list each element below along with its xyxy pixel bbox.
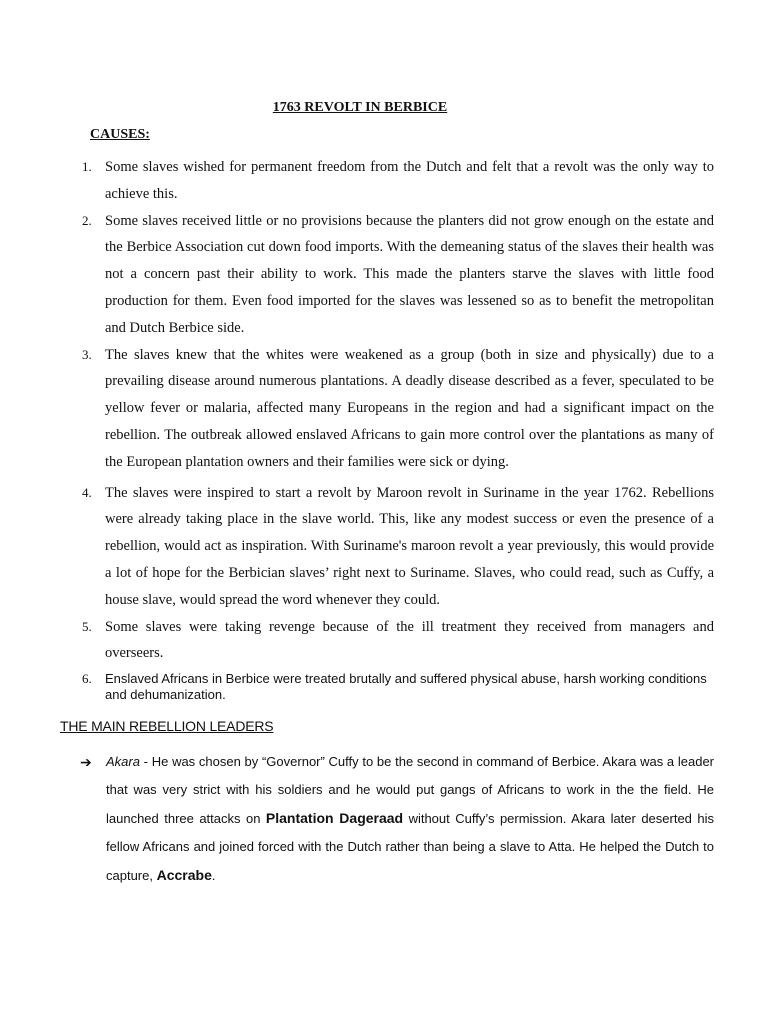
- list-number: 1.: [82, 159, 92, 174]
- leaders-list: [80, 748, 714, 890]
- cause-item-2: [78, 208, 714, 342]
- leader-item-akara: [80, 748, 714, 890]
- cause-item-5: [78, 614, 714, 668]
- cause-item-4: [78, 480, 714, 614]
- list-number: 5.: [82, 618, 92, 634]
- leader-text: .: [211, 868, 216, 883]
- cause-item-3: [78, 342, 714, 476]
- cause-text: The slaves knew that the whites were weakened as a group (both in size and physically) due to a prevailing disease around numerous plantations. A deadly disease described as a fever, speculated to be yellow fever or malaria, affected many Europeans in the region and had a significant impact on the rebellion. The outbreak allowed enslaved Africans to gain more control over the plantations as many of the European plantation owners and their families were sick or dying.: [105, 346, 714, 470]
- list-number: 4.: [82, 484, 92, 500]
- arrow-bullet-icon: ➔: [80, 754, 92, 770]
- cause-item-6: [78, 671, 714, 703]
- list-number: 3.: [82, 346, 92, 362]
- leader-name: Akara: [106, 754, 140, 769]
- leader-emphasis: Accrabe: [156, 867, 212, 883]
- cause-text: Some slaves were taking revenge because of the ill treatment they received from managers and overseers.: [105, 618, 714, 662]
- leaders-heading: THE MAIN REBELLION LEADERS: [60, 718, 274, 734]
- cause-text: Some slaves wished for permanent freedom from the Dutch and felt that a revolt was the only way to achieve this.: [105, 159, 714, 202]
- leader-emphasis: Plantation Dageraad: [265, 810, 404, 826]
- cause-text: Enslaved Africans in Berbice were treated brutally and suffered physical abuse, harsh working conditions and dehumanization.: [105, 671, 707, 703]
- cause-item-1: [78, 154, 714, 208]
- document-title: 1763 REVOLT IN BERBICE: [272, 100, 448, 115]
- list-number: 6.: [82, 671, 92, 687]
- causes-heading: CAUSES:: [90, 127, 150, 142]
- leader-text: without Cuffy’s permission. Akara later deserted his fellow Africans and joined forced with the Dutch rather than being a slave to Atta. He helped the Dutch to capture,: [106, 811, 714, 883]
- causes-list: [78, 154, 714, 703]
- list-number: 2.: [82, 212, 92, 228]
- leader-text: - He was chosen by “Governor” Cuffy to be the second in command of Berbice. Akara was a leader that was very strict with his soldiers and he would put gangs of Africans to work in the the field. He launched three attacks on: [106, 754, 714, 826]
- cause-text: Some slaves received little or no provisions because the planters did not grow enough on the estate and the Berbice Association cut down food imports. With the demeaning status of the slaves their health was not a concern past their ability to work. This made the planters starve the slaves with little food production for them. Even food imported for the slaves was lessened so as to benefit the metropolitan and Dutch Berbice side.: [105, 212, 714, 336]
- cause-text: The slaves were inspired to start a revolt by Maroon revolt in Suriname in the year 1762. Rebellions were already taking place in the slave world. This, like any modest success or even the presence of a rebellion, would act as inspiration. With Suriname's maroon revolt a year previously, this would provide a lot of hope for the Berbician slaves’ right next to Suriname. Slaves, who could read, such as Cuffy, a house slave, would spread the word whenever they could.: [105, 484, 714, 608]
